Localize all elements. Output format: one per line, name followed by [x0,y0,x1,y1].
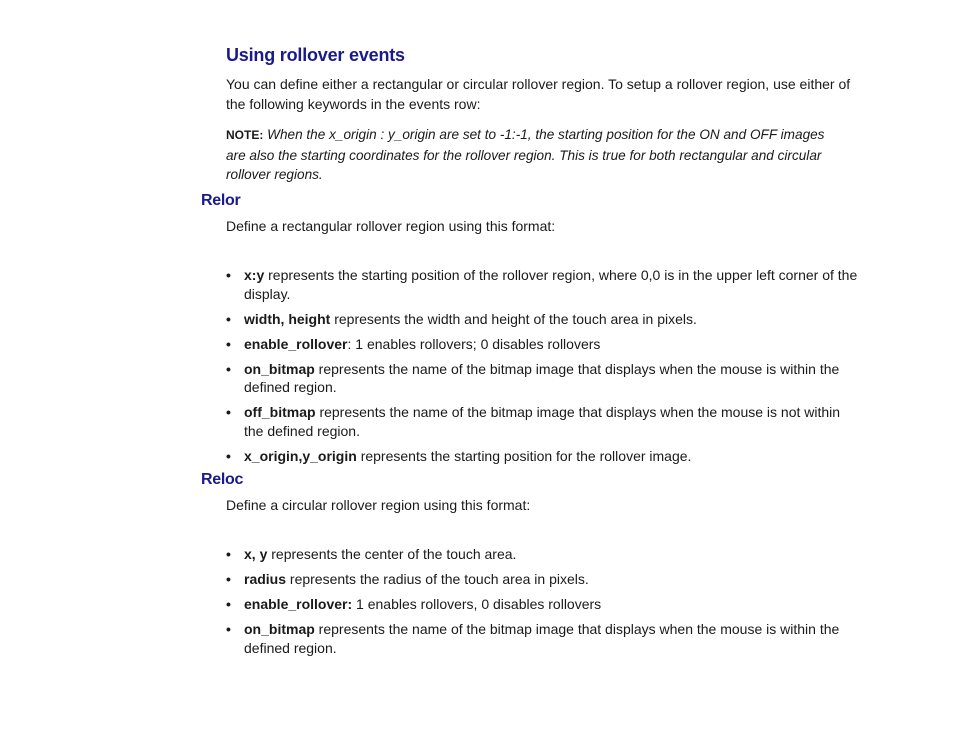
list-item [226,266,858,303]
bullet-icon: • [226,546,231,562]
bullet-text: represents the name of the bitmap image that displays when the mouse is not within the defined region. [244,404,841,439]
bullet-term: enable_rollover: [244,596,353,612]
bullet-icon: • [226,335,231,352]
bullet-text: represents the name of the bitmap image that displays when the mouse is within the defined region. [244,360,840,395]
bullet-term: x_origin,y_origin [244,447,357,464]
bullet-icon: • [226,596,231,612]
bullet-text: 1 enables rollovers, 0 disables rollovers [352,596,602,612]
bullet-icon: • [226,404,231,420]
bullet-text: represents the center of the touch area. [267,546,517,562]
bullet-term: x:y [244,267,265,283]
section-title: Using rollover events [226,45,405,65]
bullet-icon: • [226,621,231,637]
relor-bullet-list [226,266,858,472]
list-item [226,620,858,657]
bullet-term: x, y [244,546,268,562]
bullet-icon: • [226,447,231,464]
bullet-text: represents the starting position for the rollover image. [356,447,692,464]
bullet-text: represents the width and height of the touch area in pixels. [330,310,697,327]
reloc-bullet-list [226,545,858,664]
bullet-term: radius [244,571,287,587]
intro-paragraph: You can define either a rectangular or circular rollover region. To setup a rollover region, use either of the following keywords in the events row: [226,76,851,112]
list-item [226,447,858,466]
bullet-icon: • [226,310,231,327]
bullet-term: enable_rollover [244,335,348,352]
list-item [226,335,858,354]
list-item [226,310,858,329]
reloc-description: Define a circular rollover region using this format: [226,497,531,513]
note-text: When the x_origin : y_origin are set to -1:-1, the starting position for the ON and OFF images are also the starting coordinates for the rollover region. This is true for both rectangular and circular rollover regions. [226,127,825,182]
list-item [226,545,858,564]
reloc-heading: Reloc [201,471,244,488]
bullet-icon: • [226,571,231,587]
list-item [226,570,858,589]
note-paragraph [226,125,836,185]
relor-heading: Relor [201,192,241,209]
bullet-text: : 1 enables rollovers; 0 disables rollovers [347,335,601,352]
note-label: NOTE: [226,128,264,142]
bullet-term: off_bitmap [244,404,316,420]
bullet-text: represents the radius of the touch area in pixels. [286,571,589,587]
bullet-text: represents the name of the bitmap image that displays when the mouse is within the defined region. [244,621,840,656]
list-item [226,595,858,614]
list-item [226,360,858,397]
bullet-term: on_bitmap [244,360,315,377]
bullet-text: represents the starting position of the rollover region, where 0,0 is in the upper left corner of the display. [244,267,858,302]
bullet-icon: • [226,360,231,377]
relor-description: Define a rectangular rollover region using this format: [226,218,556,234]
bullet-term: width, height [244,310,331,327]
bullet-term: on_bitmap [244,621,315,637]
list-item [226,403,858,440]
bullet-icon: • [226,267,231,283]
